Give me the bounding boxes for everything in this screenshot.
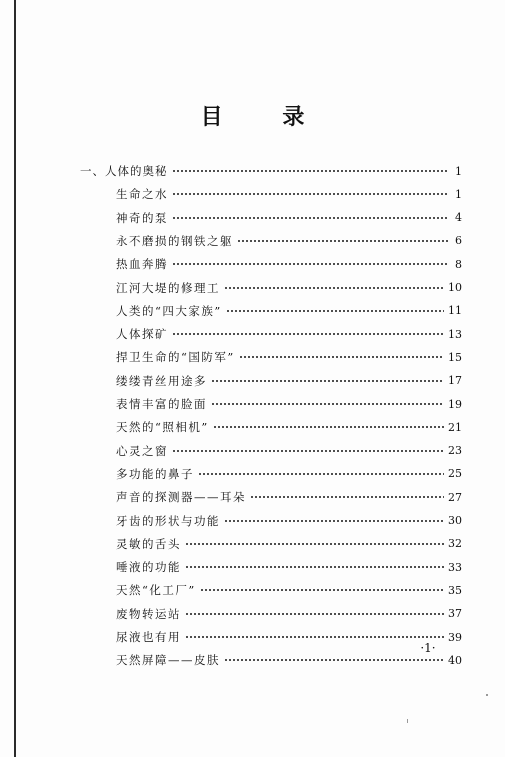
toc-entry-page: 4 [455,211,462,225]
toc-entry-page: 19 [448,397,462,411]
toc-chapter-entry [80,162,462,180]
toc-entry-page: 32 [448,537,462,551]
toc-entry [116,465,462,483]
dot-leader [172,193,448,195]
toc-entry-page: 10 [448,281,462,294]
toc-entry-page: 17 [448,374,462,388]
toc-entry-page: 23 [448,444,462,458]
toc-entry [116,418,462,436]
dot-leader [200,589,444,591]
toc-entry-page: 30 [448,514,462,527]
toc-entry [116,442,462,460]
toc-entry [116,488,462,506]
toc-entry-page: 21 [448,420,462,434]
toc-entry-label: 生命之水 [116,187,168,202]
toc-entry [116,512,462,530]
toc-entry-page: 35 [448,583,462,597]
toc-entry-label: 江河大堤的修理工 [116,280,220,295]
toc-entry-page: 6 [455,234,462,248]
dot-leader [213,426,444,428]
toc-entry [116,581,462,599]
dot-leader [172,263,448,265]
toc-entry-label: 牙齿的形状与功能 [116,513,220,528]
toc-entry-label: 表情丰富的脸面 [116,397,207,411]
dot-leader [198,473,444,475]
toc-entry-label: 人类的“四大家族” [116,303,222,318]
toc-entry-page: 15 [448,350,462,364]
toc-entry-label: 心灵之窗 [116,443,168,458]
toc-entry-page: 27 [448,490,462,504]
toc-entry-page: 40 [448,653,462,667]
dot-leader [224,659,444,661]
dot-leader [185,566,444,568]
toc-entry [116,279,462,297]
dot-leader [250,496,444,498]
dot-leader [239,356,444,358]
toc-entry-page: 33 [448,560,462,574]
toc-entry-label: 永不磨损的钢铁之躯 [116,233,233,248]
toc-entry-label: 唾液的功能 [116,560,181,575]
dot-leader [224,287,444,289]
toc-entry-page: 11 [448,304,462,318]
toc-entry-page: 13 [448,327,462,341]
toc-entry-label: 尿液也有用 [116,630,181,644]
toc-entry [116,232,462,250]
toc-entry-label: 人体探矿 [116,327,168,342]
dot-leader [172,333,444,335]
page-title: 目 录 [200,105,331,130]
dot-leader [185,613,444,615]
toc-entry-label: 缕缕青丝用途多 [116,373,207,388]
toc-entry-page: 1 [455,187,462,201]
toc-entry-label: 天然“化工厂” [116,583,196,598]
dot-leader [237,240,448,242]
toc-entry [116,325,462,343]
dot-leader [211,403,444,405]
toc-entry-label: 声音的探测器——耳朵 [116,490,246,505]
toc-entry [116,302,462,320]
toc-entry [116,605,462,623]
toc-entry-page: 1 [455,164,462,178]
toc-entry [116,209,462,227]
toc-entry [116,395,462,413]
dot-leader [172,217,448,219]
toc-entry-label: 一、人体的奥秘 [80,164,168,178]
toc-entry-label: 废物转运站 [116,606,181,621]
toc-entry [116,348,462,366]
toc-entry-page: 37 [448,607,462,621]
toc-entry-page: 25 [448,467,462,481]
dot-leader [211,380,444,382]
toc-entry-page: 8 [455,257,462,271]
page-number: ·1· [420,641,436,655]
scan-speck [486,694,488,696]
toc-entry-label: 灵敏的舌头 [116,536,181,551]
scan-speck [407,719,408,723]
toc-entry [116,535,462,553]
dot-leader [226,310,444,312]
toc-entry [116,185,462,203]
toc-entry-label: 多功能的鼻子 [116,466,194,481]
toc-entry [116,255,462,273]
toc-entry [116,558,462,576]
toc-entry-label: 天然的“照相机” [116,420,209,435]
dot-leader [172,170,449,172]
dot-leader [172,450,444,452]
toc-entry-label: 神奇的泵 [116,210,168,225]
dot-leader [224,520,444,522]
toc-entry [116,372,462,390]
dot-leader [185,636,444,638]
toc-entry-label: 捍卫生命的“国防军” [116,350,235,365]
toc-entry-label: 天然屏障——皮肤 [116,653,220,668]
toc-entry-label: 热血奔腾 [116,257,168,272]
toc-entry-page: 39 [448,630,462,644]
dot-leader [185,543,444,545]
